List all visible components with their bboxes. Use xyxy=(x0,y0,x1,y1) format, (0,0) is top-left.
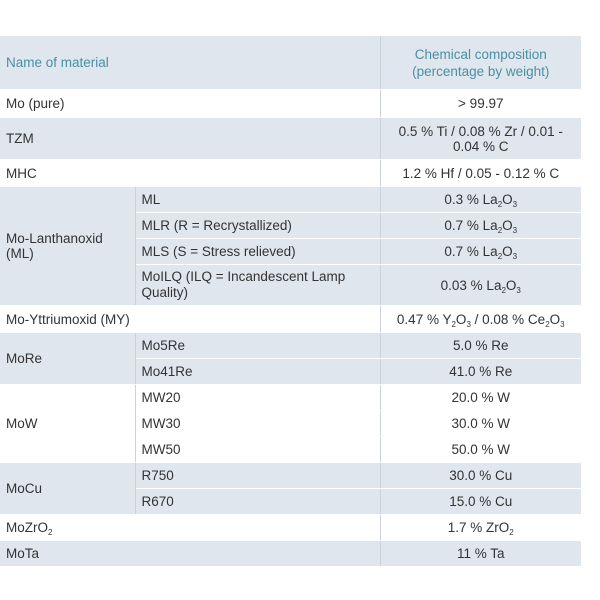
table-row xyxy=(0,118,581,160)
materials-table xyxy=(0,36,581,567)
variant-name: MLS (S = Stress relieved) xyxy=(135,239,380,265)
material-composition: 0.47 % $Y_2O_3 / 0.08$ % $Ce_2O_3$ xyxy=(380,306,581,333)
composition-header-line-2: (percentage by weight) xyxy=(412,63,550,79)
variant-composition: 50.0 % W xyxy=(380,437,581,463)
table-row xyxy=(0,333,581,359)
variant-composition: 0.03 % $La_2O_3$ xyxy=(380,265,581,306)
material-group-name: MoRe xyxy=(0,333,135,385)
variant-composition: 0.3 % $La_2O_3$ xyxy=(380,187,581,213)
material-name: MoZrO$_2$ xyxy=(0,515,380,541)
variant-name: Mo41Re xyxy=(135,359,380,385)
group-name-line-1: Mo-Lanthanoxid xyxy=(6,231,103,246)
group-name-line-2: (ML) xyxy=(6,246,34,261)
material-name: Mo (pure) xyxy=(0,90,380,118)
variant-name: Mo5Re xyxy=(135,333,380,359)
table-row xyxy=(0,515,581,541)
composition-header-line-1: Chemical composition xyxy=(414,46,547,62)
name-column-header: Name of material xyxy=(0,36,380,90)
variant-composition: 0.7 % $La_2O_3$ xyxy=(380,213,581,239)
material-name: TZM xyxy=(0,118,380,160)
table-row xyxy=(0,160,581,187)
variant-composition: 0.7 % $La_2O_3$ xyxy=(380,239,581,265)
variant-composition: 30.0 % Cu xyxy=(380,463,581,489)
material-composition: 1.7 % ZrO$_2$ xyxy=(380,515,581,541)
composition-line-1: 0.5 % Ti / 0.08 % Zr / 0.01 - xyxy=(398,123,563,139)
composition-line-2: 0.04 % C xyxy=(453,138,509,154)
material-composition: 11 % Ta xyxy=(380,541,581,567)
material-group-name: MoW xyxy=(0,385,135,463)
table-row xyxy=(0,90,581,118)
header-row xyxy=(0,36,581,90)
table-row xyxy=(0,187,581,213)
material-group-name xyxy=(0,187,135,306)
variant-name: MLR (R = Recrystallized) xyxy=(135,213,380,239)
material-group-name: MoCu xyxy=(0,463,135,515)
variant-composition: 20.0 % W xyxy=(380,385,581,411)
variant-name: MoILQ (ILQ = Incandescent Lamp Quality) xyxy=(135,265,380,306)
variant-composition: 5.0 % Re xyxy=(380,333,581,359)
variant-composition: 41.0 % Re xyxy=(380,359,581,385)
material-name: MoTa xyxy=(0,541,380,567)
table-row xyxy=(0,541,581,567)
variant-composition: 15.0 % Cu xyxy=(380,489,581,515)
variant-name: MW20 xyxy=(135,385,380,411)
variant-name: MW50 xyxy=(135,437,380,463)
variant-name: MW30 xyxy=(135,411,380,437)
table-row xyxy=(0,306,581,333)
material-composition: > 99.97 xyxy=(380,90,581,118)
table-row xyxy=(0,463,581,489)
material-composition: 1.2 % Hf / 0.05 - 0.12 % C xyxy=(380,160,581,187)
variant-name: R750 xyxy=(135,463,380,489)
variant-name: ML xyxy=(135,187,380,213)
material-name: MHC xyxy=(0,160,380,187)
table-row xyxy=(0,385,581,411)
variant-composition: 30.0 % W xyxy=(380,411,581,437)
composition-column-header xyxy=(380,36,581,90)
material-composition xyxy=(380,118,581,160)
variant-name: R670 xyxy=(135,489,380,515)
material-name: Mo-Yttriumoxid (MY) xyxy=(0,306,380,333)
